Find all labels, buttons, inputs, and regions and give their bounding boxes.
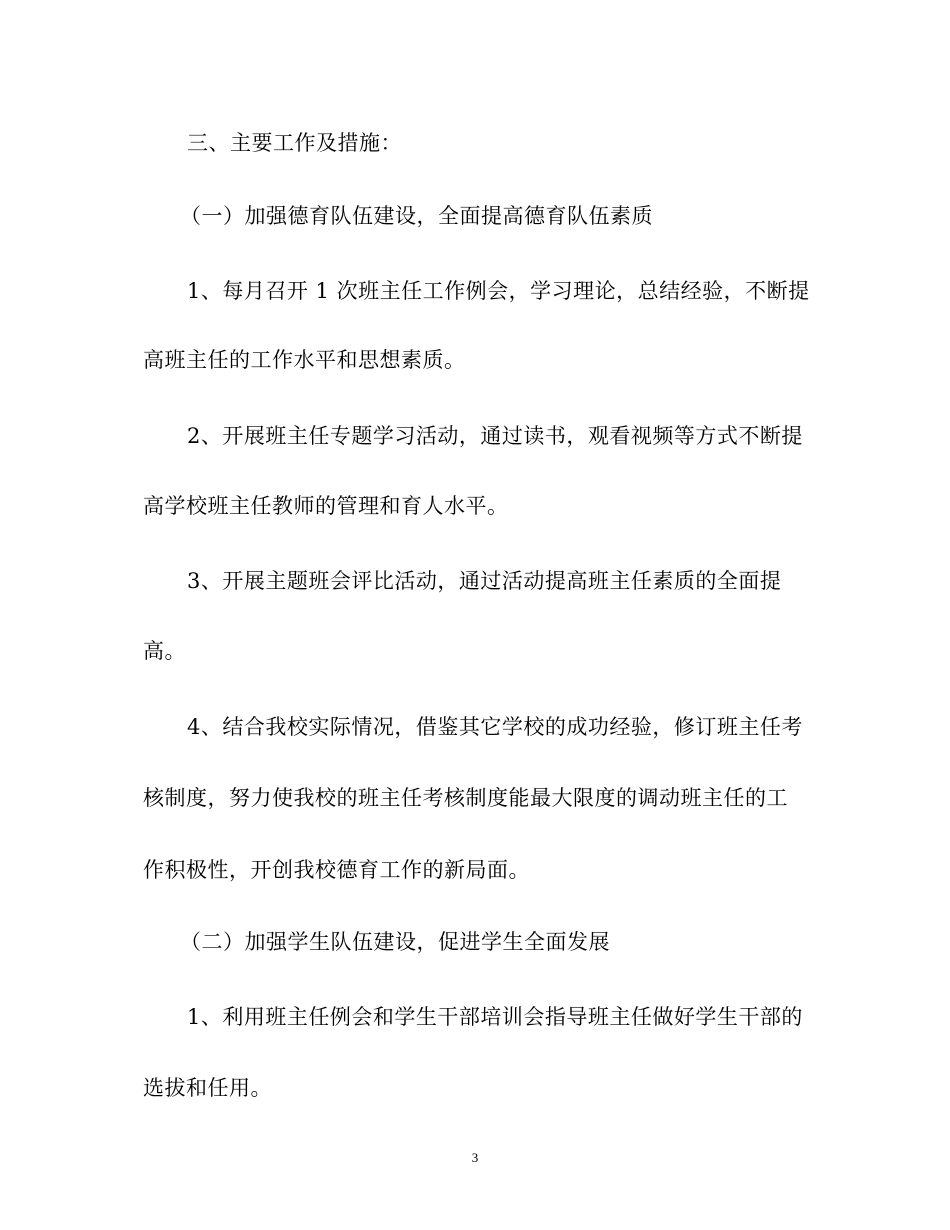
paragraph-2-line-1: 2、开展班主任专题学习活动，通过读书，观看视频等方式不断提 [187, 424, 803, 448]
paragraph-2-line-2: 高学校班主任教师的管理和育人水平。 [143, 494, 509, 518]
paragraph-5-line-1: 1、利用班主任例会和学生干部培训会指导班主任做好学生干部的 [187, 1005, 803, 1029]
paragraph-4-line-3: 作积极性，开创我校德育工作的新局面。 [143, 858, 530, 882]
paragraph-4-line-1: 4、结合我校实际情况，借鉴其它学校的成功经验，修订班主任考 [187, 715, 803, 739]
subsection-heading-2: （二）加强学生队伍建设，促进学生全面发展 [180, 930, 610, 954]
paragraph-4-line-2: 核制度，努力使我校的班主任考核制度能最大限度的调动班主任的工 [143, 786, 788, 810]
subsection-heading-1: （一）加强德育队伍建设，全面提高德育队伍素质 [180, 204, 653, 228]
paragraph-3-line-1: 3、开展主题班会评比活动，通过活动提高班主任素质的全面提 [187, 569, 782, 593]
page-number: 3 [471, 1150, 479, 1165]
paragraph-1-line-2: 高班主任的工作水平和思想素质。 [143, 348, 466, 372]
paragraph-1-line-1: 1、每月召开 1 次班主任工作例会，学习理论，总结经验，不断提 [187, 279, 810, 303]
paragraph-3-line-2: 高。 [143, 639, 186, 663]
section-heading: 三、主要工作及措施： [187, 131, 402, 155]
paragraph-5-line-2: 选拔和任用。 [143, 1076, 272, 1100]
